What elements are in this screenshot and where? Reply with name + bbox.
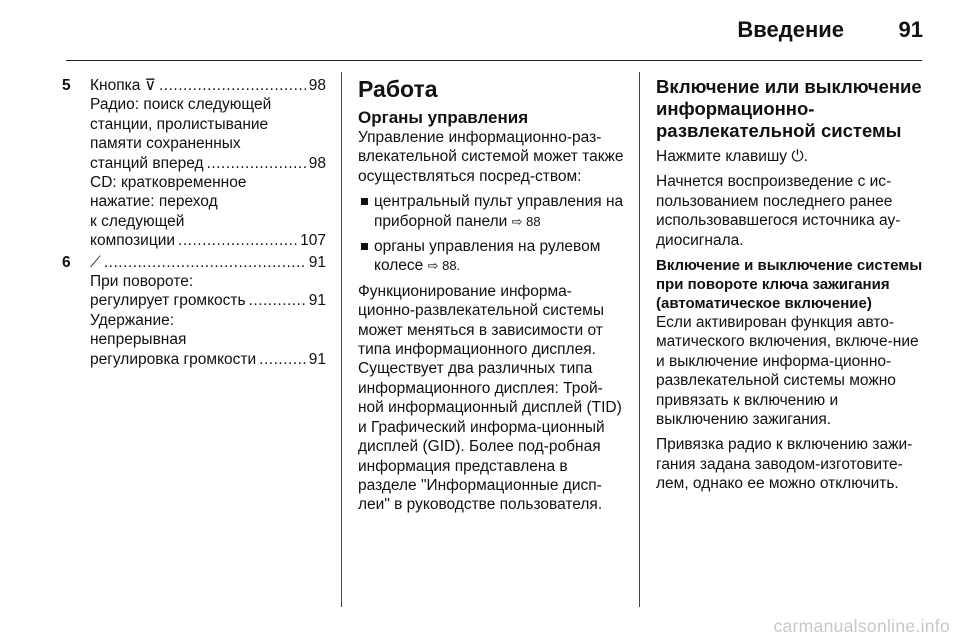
subsection-heading: Органы управления bbox=[358, 108, 529, 127]
index-text: нажатие: переход bbox=[90, 193, 218, 211]
page-ref: 107 bbox=[300, 232, 326, 250]
index-text: Кнопка ⊽ bbox=[90, 77, 156, 94]
index-line bbox=[90, 291, 326, 310]
index-line bbox=[90, 231, 326, 250]
page-link[interactable]: ⇨ 88. bbox=[427, 258, 461, 274]
column-divider bbox=[341, 72, 342, 607]
index-text: CD: кратковременное bbox=[90, 174, 247, 192]
list-item-text: центральный пульт управления на приборной панели bbox=[374, 193, 624, 230]
list-item-text: органы управления на рулевом колесе bbox=[374, 238, 601, 275]
page-ref: 91 bbox=[308, 292, 326, 310]
subsection-heading: Включение и выключение системы при повороте ключа зажигания (автоматическое включение) bbox=[656, 257, 923, 313]
index-text: композиции bbox=[90, 232, 176, 250]
index-text: станции, пролистывание bbox=[90, 115, 269, 133]
index-text: станций вперед bbox=[90, 154, 204, 172]
index-entry-5 bbox=[62, 76, 326, 251]
operation-column bbox=[358, 76, 626, 521]
watermark: carmanualsonline.info bbox=[773, 616, 950, 636]
body-paragraph: Если активирован функция авто-матического включения, включе-ние и выключение информа-ционно-развлекательной системы можно привязать к включению и выключению зажигания. bbox=[656, 314, 919, 429]
index-text: непрерывная bbox=[90, 331, 187, 349]
list-item bbox=[358, 192, 626, 231]
index-line bbox=[90, 76, 326, 95]
page-link[interactable]: ⇨ 88 bbox=[511, 213, 541, 229]
column-divider bbox=[639, 72, 640, 607]
body-paragraph: Привязка радио к включению зажи-гания задана заводом-изготовите-лем, однако ее можно отключить. bbox=[656, 436, 913, 493]
index-text: регулировка громкости bbox=[90, 350, 257, 368]
power-column bbox=[656, 76, 926, 500]
index-entry-6 bbox=[62, 253, 326, 369]
body-paragraph: Начнется воспроизведение с ис-пользованием последнего ранее использовавшегося источника ау-диосигнала. bbox=[656, 173, 901, 249]
index-text: памяти сохраненных bbox=[90, 135, 241, 153]
entry-number: 5 bbox=[62, 77, 71, 94]
control-index-column bbox=[62, 76, 326, 371]
page-ref: 91 bbox=[308, 350, 326, 368]
entry-number: 6 bbox=[62, 253, 71, 271]
header-title: Введение bbox=[737, 17, 844, 42]
body-paragraph: Функционирование информа-ционно-развлекательной системы может меняться в зависимости от типа информационного дисплея. Существует два различных типа информационного дисплея: Трой-ной информационный дисплей (TID) и Графический информа-ционный дисплей (GID). Более под-робная информация представлена в разделе "Информационные дисп-леи" в руководстве пользователя. bbox=[358, 282, 622, 514]
index-line bbox=[90, 253, 326, 272]
index-text: Радио: поиск следующей bbox=[90, 96, 272, 114]
section-heading: Включение или выключение информационно-развлекательной системы bbox=[656, 76, 922, 141]
page-header bbox=[0, 0, 960, 62]
page-number: 91 bbox=[898, 17, 923, 42]
controls-list bbox=[358, 192, 626, 276]
index-text: При повороте: bbox=[90, 273, 194, 291]
list-item bbox=[358, 237, 626, 276]
index-text: регулирует громкость bbox=[90, 292, 246, 310]
intro-paragraph: Управление информационно-раз-влекательной системой может также осуществляться посред-ством: bbox=[358, 129, 624, 185]
index-line bbox=[90, 154, 326, 173]
instruction-paragraph: Нажмите клавишу ⏻. bbox=[656, 148, 808, 165]
page-ref: 91 bbox=[308, 253, 326, 271]
index-text: Удержание: bbox=[90, 311, 175, 329]
page-ref: 98 bbox=[308, 154, 326, 172]
index-text: к следующей bbox=[90, 212, 185, 230]
section-heading: Работа bbox=[358, 76, 438, 102]
index-line bbox=[90, 350, 326, 369]
header-rule bbox=[66, 60, 922, 61]
volume-icon: ⟋ bbox=[90, 253, 101, 271]
page-ref: 98 bbox=[308, 77, 326, 94]
